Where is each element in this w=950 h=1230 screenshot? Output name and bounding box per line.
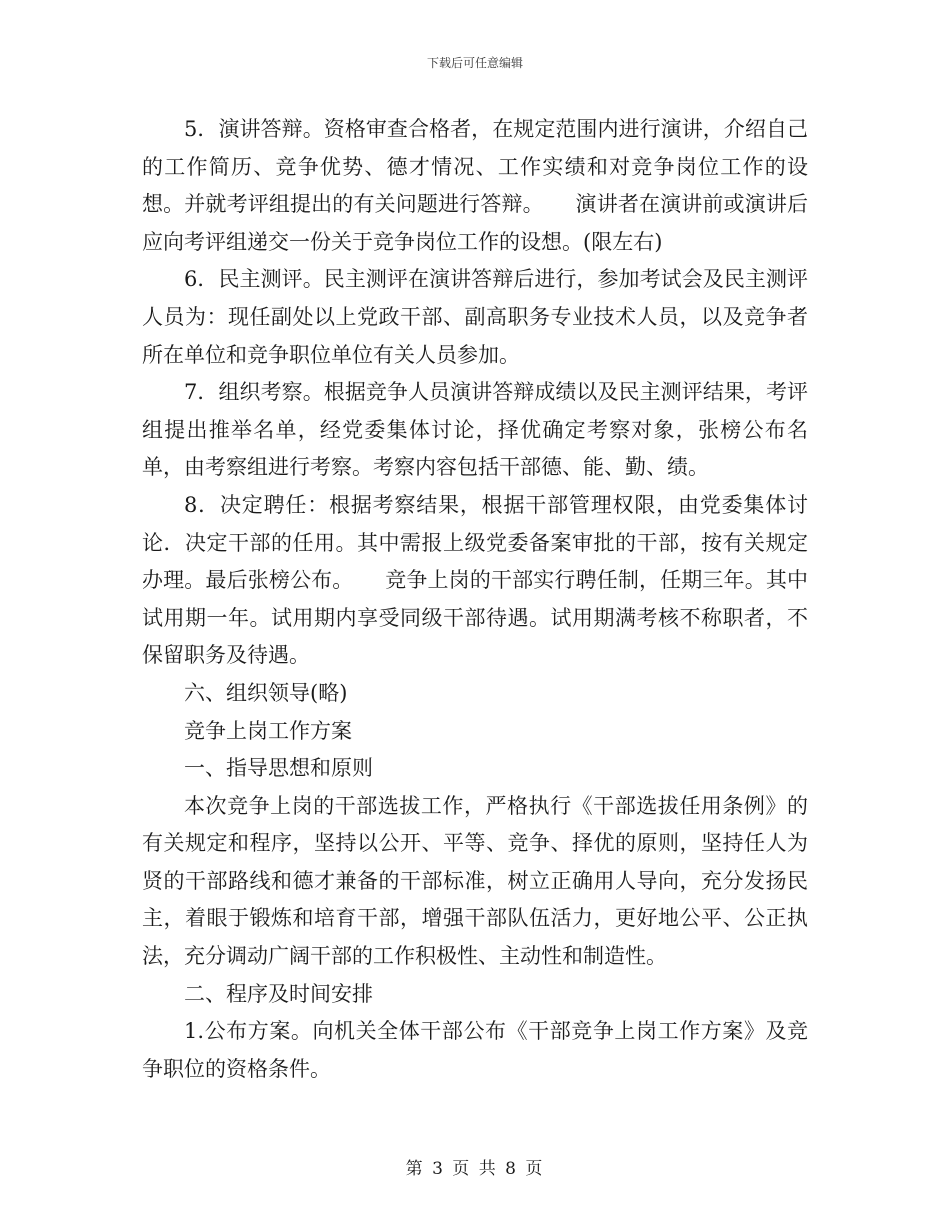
paragraph-guiding-principles: 本次竞争上岗的干部选拔工作，严格执行《干部选拔任用条例》的有关规定和程序，坚持以公开、平等、竞争、择优的原则，坚持任人为贤的干部路线和德才兼备的干部标准，树立正确用人导向，充分发扬民主，着眼于锻炼和培育干部，增强干部队伍活力，更好地公平、公正执法，充分调动广阔干部的工作积极性、主动性和制造性。	[142, 793, 808, 969]
paragraph-organizational-inspection: 7．组织考察。根据竞争人员演讲答辩成绩以及民主测评结果，考评组提出推举名单，经党委集体讨论，择优确定考察对象，张榜公布名单，由考察组进行考察。考察内容包括干部德、能、勤、绩。	[142, 380, 808, 480]
paragraph-speech-defense: 5．演讲答辩。资格审查合格者，在规定范围内进行演讲，介绍自己的工作简历、竞争优势、德才情况、工作实绩和对竞争岗位工作的设想。并就考评组提出的有关问题进行答辩。 演讲者在演讲前或演讲后应向考评组递交一份关于竞争岗位工作的设想。(限左右)	[142, 117, 808, 254]
header-note: 下载后可任意编辑	[426, 56, 523, 70]
paragraph-appointment-decision: 8．决定聘任：根据考察结果，根据干部管理权限，由党委集体讨论．决定干部的任用。其中需报上级党委备案审批的干部，按有关规定办理。最后张榜公布。 竞争上岗的干部实行聘任制，任期三年。其中试用期一年。试用期内享受同级干部待遇。试用期满考核不称职者，不保留职务及待遇。	[142, 492, 808, 668]
plan-title: 竞争上岗工作方案	[184, 718, 352, 743]
section-heading-leadership: 六、组织领导(略)	[184, 680, 348, 705]
paragraph-publish-plan: 1.公布方案。向机关全体干部公布《干部竞争上岗工作方案》及竞争职位的资格条件。	[142, 1019, 808, 1081]
paragraph-democratic-evaluation: 6．民主测评。民主测评在演讲答辩后进行，参加考试会及民主测评人员为：现任副处以上党政干部、副高职务专业技术人员，以及竞争者所在单位和竞争职位单位有关人员参加。	[142, 267, 808, 367]
document-body	[142, 111, 808, 1088]
section-heading-procedure-schedule: 二、程序及时间安排	[184, 981, 373, 1006]
page-number: 第 3 页 共 8 页	[405, 1159, 545, 1179]
section-heading-guiding-principles: 一、指导思想和原则	[184, 756, 373, 781]
